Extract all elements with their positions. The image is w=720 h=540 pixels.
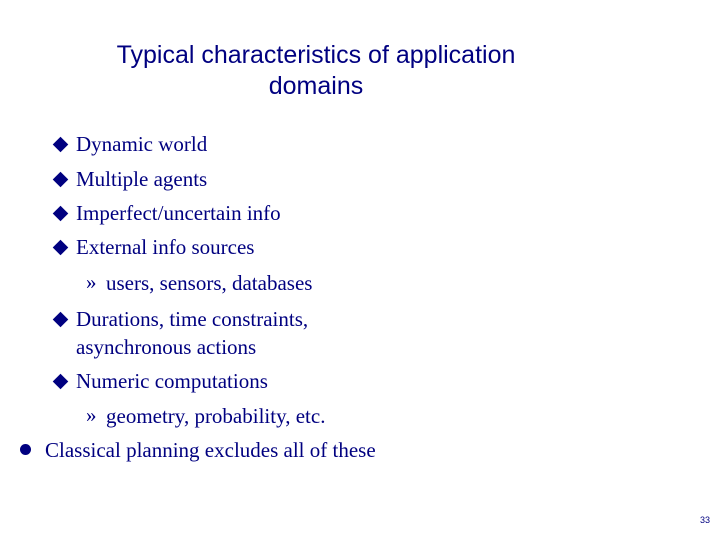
title-line-1: Typical characteristics of application [116, 41, 516, 69]
diamond-bullet-icon [53, 206, 69, 222]
raquo-bullet-icon: » [86, 270, 97, 294]
bullet-imperfect-info: Imperfect/uncertain info [76, 201, 281, 225]
diamond-bullet-icon [53, 137, 69, 153]
title-line-2: domains [268, 72, 364, 100]
raquo-bullet-icon: » [86, 403, 97, 427]
bullet-durations-line-1: Durations, time constraints, [76, 307, 309, 331]
diamond-bullet-icon [53, 172, 69, 188]
sub-bullet-users: users, sensors, databases [106, 271, 313, 295]
bullet-numeric: Numeric computations [76, 369, 268, 393]
diamond-bullet-icon [53, 312, 69, 328]
diamond-bullet-icon [53, 374, 69, 390]
bullet-durations-line-2: asynchronous actions [76, 335, 257, 359]
sub-bullet-geometry: geometry, probability, etc. [106, 404, 326, 428]
bullet-external-info: External info sources [76, 235, 255, 259]
slide-title [0, 40, 632, 102]
page-number: 33 [699, 515, 710, 525]
main-bullet-classical-planning: Classical planning excludes all of these [45, 438, 376, 462]
bullet-multiple-agents: Multiple agents [76, 167, 208, 191]
bullet-dynamic-world: Dynamic world [76, 132, 208, 156]
diamond-bullet-icon [53, 240, 69, 256]
round-bullet-icon [20, 444, 31, 455]
